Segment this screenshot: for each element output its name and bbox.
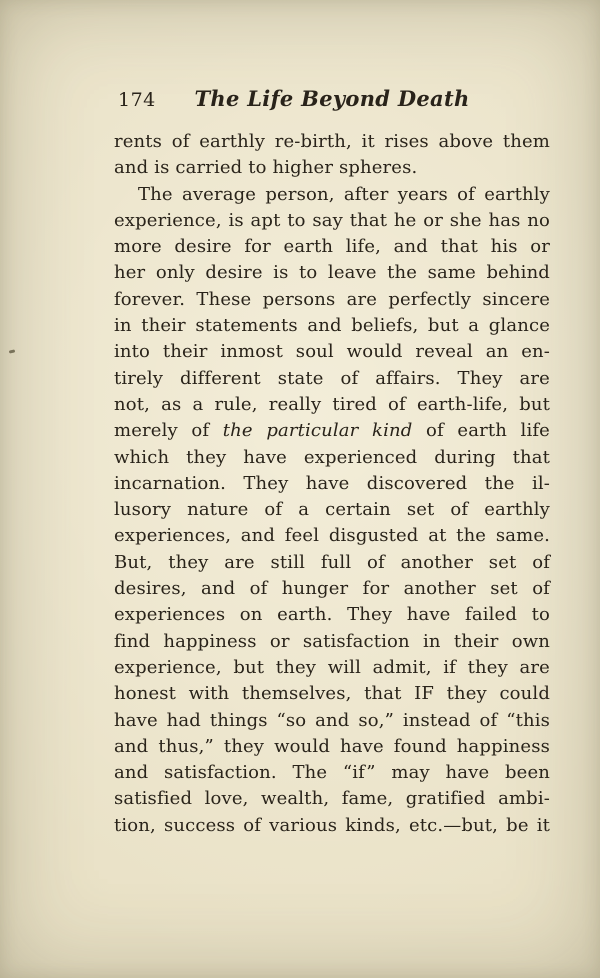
text-line	[114, 313, 550, 339]
paragraph	[114, 182, 550, 839]
text-line	[114, 366, 550, 392]
text-segment: But, they are still full of another set of	[114, 551, 550, 573]
text-segment: incarnation. They have discovered the il-	[114, 472, 550, 494]
paragraph	[114, 129, 550, 182]
text-segment: more desire for earth life, and that his or	[114, 236, 550, 258]
text-line	[114, 760, 550, 786]
text-line	[114, 339, 550, 365]
page-body	[114, 129, 550, 839]
text-line	[114, 129, 550, 155]
text-segment: of earth life	[412, 420, 550, 442]
text-segment: which they have experienced during that	[114, 446, 550, 468]
text-segment: forever. These persons are perfectly sincere	[114, 288, 550, 310]
text-segment: rents of earthly re-birth, it rises above them	[114, 131, 550, 152]
text-line	[114, 418, 550, 444]
text-segment: her only desire is to leave the same behind	[114, 262, 550, 284]
text-line	[114, 550, 550, 576]
text-segment: experiences on earth. They have failed to	[114, 604, 550, 626]
text-segment: tirely different state of affairs. They are	[114, 367, 550, 389]
text-segment: find happiness or satisfaction in their own	[114, 630, 550, 652]
text-segment: experience, is apt to say that he or she has no	[114, 209, 550, 231]
text-segment: and thus,” they would have found happiness	[114, 735, 550, 757]
text-segment: desires, and of hunger for another set of	[114, 578, 550, 600]
text-line	[114, 287, 550, 313]
text-line	[114, 734, 550, 760]
text-segment: experiences, and feel disgusted at the same.	[114, 525, 550, 547]
italic-text-segment: the particular kind	[222, 420, 413, 442]
text-segment: lusory nature of a certain set of earthly	[114, 499, 550, 521]
text-segment: and satisfaction. The “if” may have been	[114, 762, 550, 784]
text-line	[114, 392, 550, 418]
text-line	[114, 655, 550, 681]
text-segment: honest with themselves, that IF they could	[114, 683, 550, 705]
text-segment: The average person, after years of earthly	[138, 183, 550, 205]
text-line	[114, 629, 550, 655]
text-line	[114, 708, 550, 734]
text-segment: and is carried to higher spheres.	[114, 157, 418, 179]
text-segment: merely of	[114, 420, 223, 442]
text-segment: satisfied love, wealth, fame, gratified ambi-	[114, 788, 550, 810]
text-line	[114, 813, 550, 839]
text-line	[114, 497, 550, 523]
page-header	[114, 86, 550, 116]
text-line	[114, 155, 550, 181]
text-line	[114, 786, 550, 812]
text-line	[114, 681, 550, 707]
text-segment: into their inmost soul would reveal an en-	[114, 341, 550, 363]
text-segment: in their statements and beliefs, but a glance	[114, 315, 550, 337]
page-number: 174	[118, 89, 156, 111]
text-line	[114, 182, 550, 208]
text-line	[114, 576, 550, 602]
running-title: The Life Beyond Death	[194, 86, 470, 111]
text-line	[114, 523, 550, 549]
text-segment: experience, but they will admit, if they are	[114, 656, 550, 678]
text-line	[114, 471, 550, 497]
text-line	[114, 602, 550, 628]
scan-speck	[9, 349, 15, 353]
text-segment: not, as a rule, really tired of earth-life, but	[114, 393, 550, 415]
text-line	[114, 208, 550, 234]
text-segment: have had things “so and so,” instead of “this	[114, 709, 550, 731]
text-line	[114, 234, 550, 260]
text-line	[114, 445, 550, 471]
text-line	[114, 260, 550, 286]
text-segment: tion, success of various kinds, etc.—but, be it	[114, 814, 550, 836]
